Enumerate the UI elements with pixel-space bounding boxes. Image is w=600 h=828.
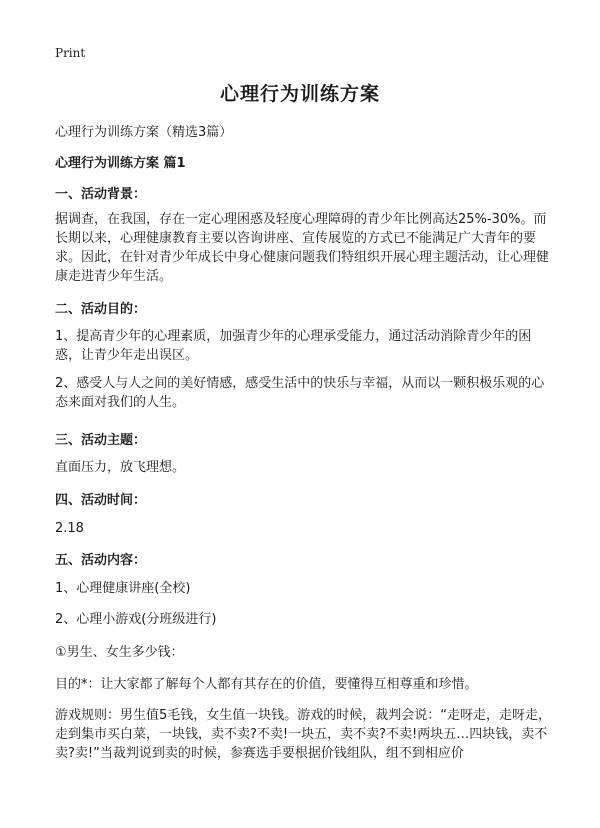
paragraph-game-title: ①男生、女生多少钱： [55, 645, 184, 660]
paragraph-background: 据调查，在我国，存在一定心理困惑及轻度心理障碍的青少年比例高达25%-30%。而长期以来，心理健康教育主要以咨询讲座、宣传展览的方式已不能满足广大青年的要求。因此，在针对青少年成长中身心健康问题我们特组织开展心理主题活动，让心理健康走进青少年生活。 [55, 212, 550, 284]
paragraph-purpose-2: 2、感受人与人之间的美好情感，感受生活中的快乐与幸福，从而以一颗积极乐观的心态来面对我们的人生。 [55, 376, 545, 410]
article-heading: 心理行为训练方案 篇1 [55, 156, 186, 171]
paragraph-content-1: 1、心理健康讲座(全校) [55, 581, 191, 596]
section-heading-content: 五、活动内容： [55, 553, 147, 568]
section-heading-theme: 三、活动主题： [55, 433, 147, 448]
paragraph-purpose-1: 1、提高青少年的心理素质，加强青少年的心理承受能力，通过活动消除青少年的困惑，让青少年走出误区。 [55, 329, 532, 363]
section-heading-time: 四、活动时间： [55, 493, 147, 508]
document-subtitle: 心理行为训练方案（精选3篇） [55, 125, 233, 140]
print-link[interactable]: Print [55, 46, 86, 60]
paragraph-time: 2.18 [55, 521, 84, 536]
paragraph-game-goal: 目的*：让大家都了解每个人都有其存在的价值，要懂得互相尊重和珍惜。 [55, 677, 478, 692]
section-heading-background: 一、活动背景： [55, 187, 147, 202]
paragraph-content-2: 2、心理小游戏(分班级进行) [55, 612, 217, 627]
paragraph-game-rules: 游戏规则：男生值5毛钱，女生值一块钱。游戏的时候，裁判会说：“走呀走，走呀走，走到集市买白菜，一块钱，卖不卖?不卖!一块五，卖不卖?不卖!两块五…四块钱，卖不卖?卖!”当裁判说到卖的时候，参赛选手要根据价钱组队，组不到相应价 [55, 708, 552, 761]
section-heading-purpose: 二、活动目的： [55, 302, 147, 317]
paragraph-theme: 直面压力，放飞理想。 [55, 460, 186, 475]
document-title: 心理行为训练方案 [219, 83, 380, 105]
